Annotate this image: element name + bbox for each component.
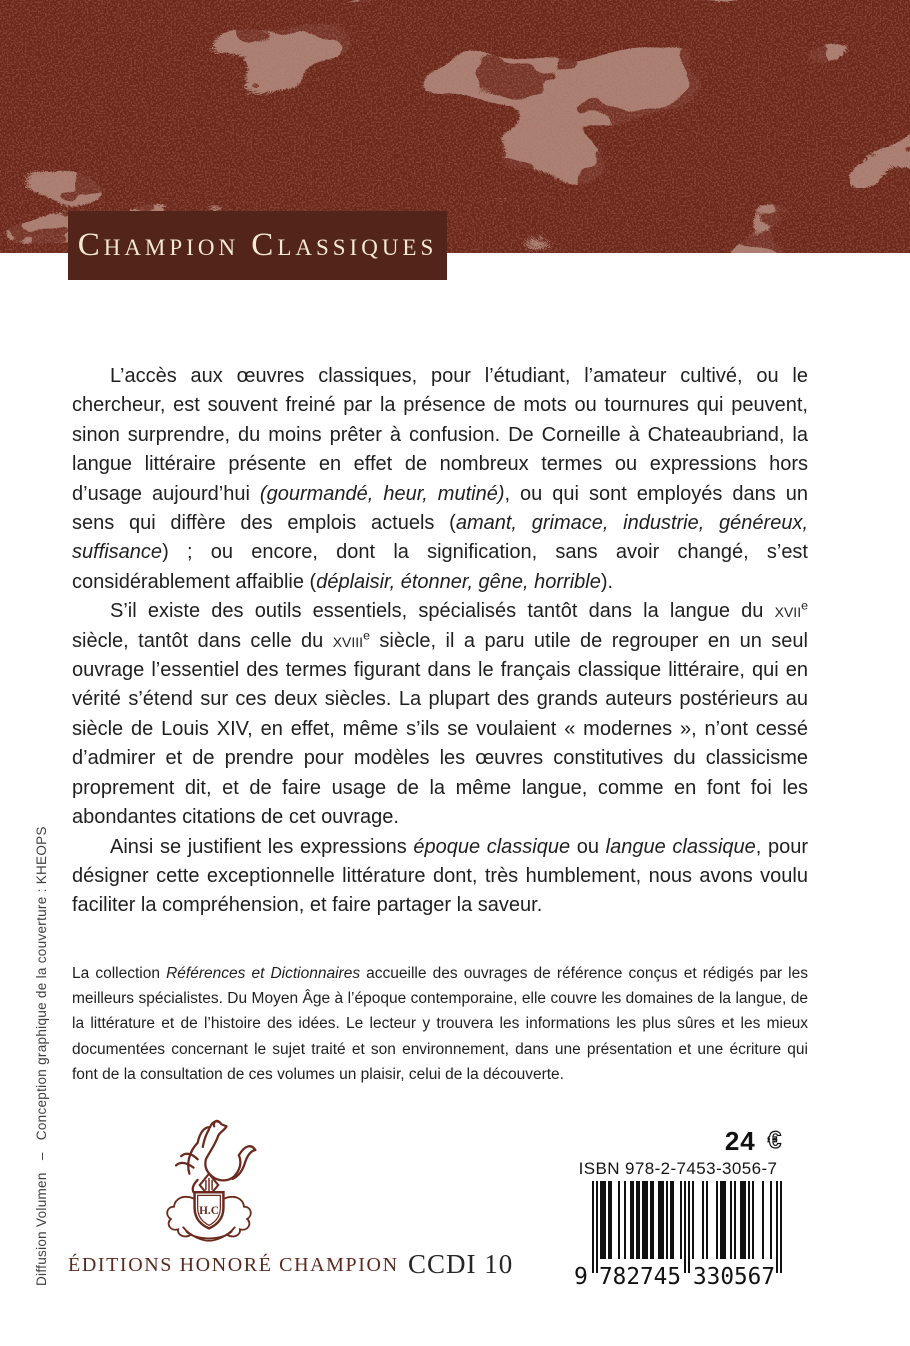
blurb-paragraph-2: S’il existe des outils essentiels, spécialisés tantôt dans la langue du xvii$^e$ siècle, tantôt dans celle du xviii$^e$ siècle, il a paru utile de regrouper en un seul ouvrage l’essentiel des termes figurant dans le français classique littéraire, qui en vérité s’étend sur ces deux siècles. La plupart des grands auteurs postérieurs au siècle de Louis XIV, en effet, même s’ils se voulaient « modernes », n’ont cessé d’admirer et de prendre pour modèles les œuvres constitutives du classicisme proprement dit, et de faire usage de la même langue, comme en font foi les abondantes citations de cet ouvrage. (72, 598, 808, 829)
barcode-digits-right: 330567 (693, 1264, 775, 1289)
isbn-label: ISBN (578, 1159, 620, 1178)
price-amount: 24 (724, 1126, 756, 1156)
barcode-digit-lead: 9 (574, 1264, 588, 1289)
isbn-number: 978-2-7453-3056-7 (625, 1159, 778, 1178)
ean13-barcode (570, 1181, 786, 1289)
blurb-paragraph-1: L’accès aux œuvres classiques, pour l’étudiant, l’amateur cultivé, ou le chercheur, est souvent freiné par la présence de mots ou tournures qui peuvent, sinon surprendre, du moins prêter à confusion. De Corneille à Chateaubriand, la langue littéraire présente en effet de nombreux termes ou expressions hors d’usage aujourd’hui (gourmandé, heur, mutiné), ou qui sont employés dans un sens qui diffère des emplois actuels (amant, grimace, industrie, généreux, suffisance) ; ou encore, dont la signification, sans avoir changé, s’est considérablement affaiblie (déplaisir, étonner, gêne, horrible). (72, 365, 808, 593)
blurb-paragraph-3: Ainsi se justifient les expressions époque classique ou langue classique, pour désigner cette exceptionnelle littérature dont, très humblement, nous avons voulu faciliter la compréhension, et faire partager la saveur. (72, 835, 808, 917)
price (570, 1126, 788, 1156)
isbn-line (570, 1159, 786, 1179)
back-cover-blurb (72, 362, 808, 921)
publisher-code: CCDI 10 (408, 1249, 514, 1279)
collection-description: La collection Références et Dictionnaires accueille des ouvrages de référence conçus et rédigés par les meilleurs spécialistes. Du Moyen Âge à l’époque contemporaine, elle couvre les domaines de la langue, de la littérature et de l’histoire des idées. Le lecteur y trouvera les informations les plus sûres et les mieux documentées concernant le sujet traité et son environnement, dans une présentation et une écriture qui font de la consultation de ces volumes un plaisir, celui de la découverte. (72, 965, 808, 1083)
barcode-digits-left: 782745 (599, 1264, 681, 1289)
euro-outline-icon (764, 1127, 786, 1153)
spine-credits: Diffusion Volumen – Conception graphique de la couverture : KHEOPS (34, 826, 49, 1286)
series-banner-label: Champion Classiques (77, 227, 438, 263)
publisher-name: ÉDITIONS HONORÉ CHAMPION (68, 1254, 399, 1276)
commerce-block (558, 1126, 790, 1289)
logo-monogram: H.C (199, 1204, 219, 1217)
svg-text:€: € (767, 1127, 783, 1153)
series-banner (68, 211, 447, 280)
horse-crest-icon (152, 1116, 266, 1250)
